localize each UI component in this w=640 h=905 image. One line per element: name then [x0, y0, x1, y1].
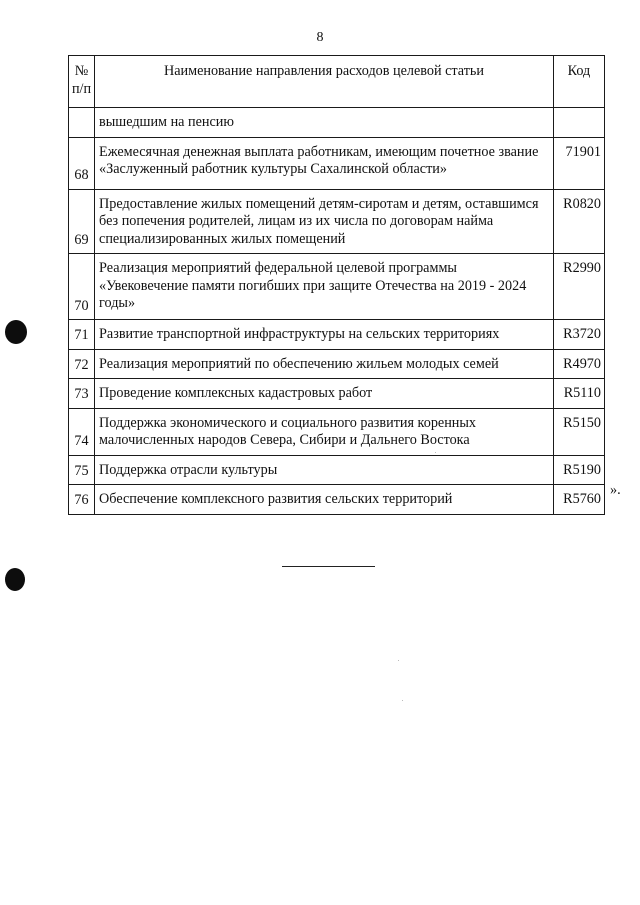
row-name: вышедшим на пенсию	[95, 108, 554, 138]
row-code: 71901	[553, 137, 604, 189]
row-number: 71	[69, 320, 95, 350]
table-row	[69, 349, 605, 379]
closing-quote: ».	[610, 482, 621, 498]
row-code: R5150	[553, 408, 604, 455]
table-row	[69, 254, 605, 320]
punch-hole-mark	[5, 568, 25, 591]
row-name: Реализация мероприятий по обеспечению жильем молодых семей	[95, 349, 554, 379]
row-code	[553, 108, 604, 138]
row-code: R0820	[553, 189, 604, 254]
row-name: Поддержка отрасли культуры	[95, 455, 554, 485]
scan-speck	[398, 660, 399, 661]
table-row	[69, 408, 605, 455]
punch-hole-mark	[5, 320, 27, 344]
table-row	[69, 320, 605, 350]
page-number: 8	[316, 30, 324, 45]
table-row	[69, 485, 605, 515]
row-code: R2990	[553, 254, 604, 320]
row-number: 73	[69, 379, 95, 409]
row-code: R3720	[553, 320, 604, 350]
row-code: R5760	[553, 485, 604, 515]
row-name: Предоставление жилых помещений детям-сиротам и детям, оставшимся без попечения родителей, лицам из их числа по договорам найма специализированных жилых помещений	[95, 189, 554, 254]
header-number	[69, 56, 95, 108]
row-name: Развитие транспортной инфраструктуры на сельских территориях	[95, 320, 554, 350]
table-row	[69, 379, 605, 409]
header-number-line2: п/п	[71, 81, 92, 97]
table-row	[69, 189, 605, 254]
row-number	[69, 108, 95, 138]
header-code: Код	[553, 56, 604, 108]
scan-speck	[402, 700, 403, 701]
table-row-continuation	[69, 108, 605, 138]
scan-speck	[435, 452, 436, 453]
end-separator-line	[282, 566, 375, 567]
row-number: 70	[69, 254, 95, 320]
row-number: 72	[69, 349, 95, 379]
header-number-line1: №	[74, 63, 89, 79]
table-row	[69, 137, 605, 189]
row-number: 76	[69, 485, 95, 515]
row-code: R5190	[553, 455, 604, 485]
row-name: Проведение комплексных кадастровых работ	[95, 379, 554, 409]
row-code: R5110	[553, 379, 604, 409]
table-row	[69, 455, 605, 485]
table-header-row	[69, 56, 605, 108]
row-number: 75	[69, 455, 95, 485]
row-number: 74	[69, 408, 95, 455]
row-code: R4970	[553, 349, 604, 379]
row-name: Реализация мероприятий федеральной целевой программы «Увековечение памяти погибших при защите Отечества на 2019 - 2024 годы»	[95, 254, 554, 320]
header-name: Наименование направления расходов целевой статьи	[95, 56, 554, 108]
row-name: Обеспечение комплексного развития сельских территорий	[95, 485, 554, 515]
row-name: Ежемесячная денежная выплата работникам, имеющим почетное звание «Заслуженный работник культуры Сахалинской области»	[95, 137, 554, 189]
row-name: Поддержка экономического и социального развития коренных малочисленных народов Севера, Сибири и Дальнего Востока	[95, 408, 554, 455]
row-number: 68	[69, 137, 95, 189]
row-number: 69	[69, 189, 95, 254]
target-article-table	[68, 55, 605, 515]
